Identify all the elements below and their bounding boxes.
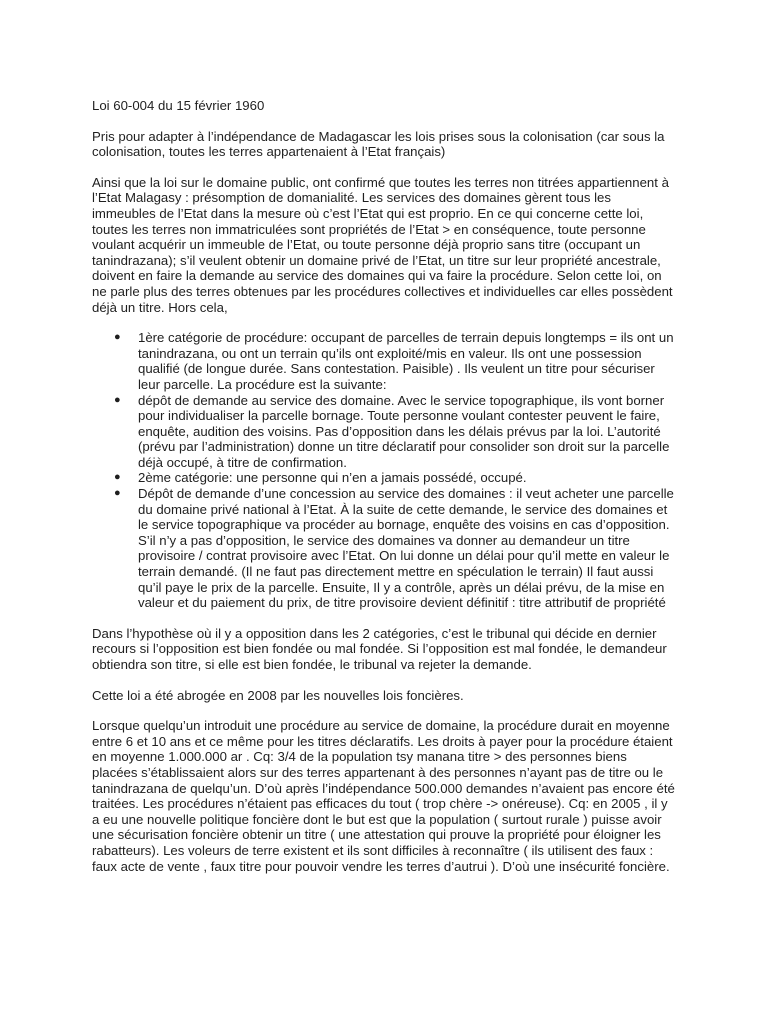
bullet-icon: ● bbox=[114, 393, 121, 406]
procedure-issues-paragraph: Lorsque quelqu’un introduit une procédure au service de domaine, la procédure durait en moyenne entre 6 et 10 ans et ce même pour les titres déclaratifs. Les droits à payer pour la procédure étaient en moyenne 1.000.000 ar . Cq: 3/4 de la population tsy manana titre > des personnes biens placées s’établissaient alors sur des terres appartenant à des personnes n’ayant pas de titre ou le tanindrazana de quelqu’un. D’où après l’indépendance 500.000 demandes n’avaient pas encore été traitées. Les procédures n’étaient pas efficaces du tout ( trop chère -> onéreuse). Cq: en 2005 , il y a eu une nouvelle politique foncière dont le but est que la population ( surtout rurale ) puisse avoir une sécurisation foncière obtenir un titre ( une attestation qui prouve la propriété pour éloigner les rabatteurs). Les voleurs de terre existent et ils sont difficiles à reconnaître ( ils utilisent des faux : faux acte de vente , faux titre pour pouvoir vendre les terres d’autrui ). D’où une insécurité foncière. bbox=[92, 718, 675, 874]
document-page bbox=[92, 98, 675, 889]
list-item bbox=[92, 393, 675, 471]
opposition-paragraph: Dans l’hypothèse où il y a opposition dans les 2 catégories, c’est le tribunal qui décide en dernier recours si l’opposition est bien fondée ou mal fondée. Si l’opposition est mal fondée, le demandeur obtiendra son titre, si elle est bien fondée, le tribunal va rejeter la demande. bbox=[92, 625, 667, 672]
bullet-icon: ● bbox=[114, 331, 121, 344]
bullet-icon: ● bbox=[114, 471, 121, 484]
list-item-text: dépôt de demande au service des domaine. Avec le service topographique, ils vont borner pour individualiser la parcelle bornage. Toute personne voulant contester peuvent le faire, enquête, audition des voisins. Pas d’opposition dans les délais prévus par la loi. L’autorité (prévu par l’administration) donne un titre déclaratif pour consolider son droit sur la parcelle déjà occupé, à titre de confirmation. bbox=[138, 392, 670, 470]
list-item bbox=[92, 330, 675, 392]
list-item bbox=[92, 470, 675, 486]
bullet-icon: ● bbox=[114, 487, 121, 500]
list-item-text: Dépôt de demande d’une concession au service des domaines : il veut acheter une parcelle du domaine privé national à l’Etat. À la suite de cette demande, le service des domaines et le service topographique va procéder au bornage, enquête des voisins en cas d’opposition. S’il n’y a pas d’opposition, le service des domaines va donner au demandeur un titre provisoire / contrat provisoire avec l’Etat. On lui donne un délai pour qu’il mette en valeur le terrain demandé. (Il ne faut pas directement mettre en spéculation le terrain) Il faut aussi qu’il paye le prix de la parcelle. Ensuite, Il y a contrôle, après un délai prévu, de la mise en valeur et du paiement du prix, de titre provisoire devient définitif : titre attributif de propriété bbox=[138, 486, 674, 611]
list-item bbox=[92, 486, 675, 611]
list-item-text: 2ème catégorie: une personne qui n’en a jamais possédé, occupé. bbox=[138, 470, 527, 486]
domain-paragraph: Ainsi que la loi sur le domaine public, ont confirmé que toutes les terres non titrées appartiennent à l’Etat Malagasy : présomption de domanialité. Les services des domaines gèrent tous les immeubles de l’Etat dans la mesure où c’est l’Etat qui est proprio. En ce qui concerne cette loi, toutes les terres non immatriculées sont propriétés de l’Etat > en conséquence, toute personne voulant acquérir un immeuble de l’Etat, ou toute personne déjà proprio sans titre (occupant un tanindrazana); s’il veulent obtenir un domaine privé de l’Etat, un titre sur leur propriété ancestrale, doivent en faire la demande au service des domaines qui va faire la procédure. Selon cette loi, on ne parle plus des terres obtenues par les procédures collectives et individuelles car elles possèdent déjà un titre. Hors cela, bbox=[92, 174, 673, 315]
abrogation-paragraph: Cette loi a été abrogée en 2008 par les nouvelles lois foncières. bbox=[92, 687, 464, 703]
intro-paragraph: Pris pour adapter à l’indépendance de Madagascar les lois prises sous la colonisation (car sous la colonisation, toutes les terres appartenaient à l’Etat français) bbox=[92, 128, 665, 160]
document-title: Loi 60-004 du 15 février 1960 bbox=[92, 98, 265, 113]
procedure-list bbox=[92, 330, 675, 611]
list-item-text: 1ère catégorie de procédure: occupant de parcelles de terrain depuis longtemps = ils ont un tanindrazana, ou ont un terrain qu’ils ont exploité/mis en valeur. Ils ont une possession qualifié (de longue durée. Sans contestation. Paisible) . Ils veulent un titre pour sécuriser leur parcelle. La procédure est la suivante: bbox=[138, 330, 674, 392]
